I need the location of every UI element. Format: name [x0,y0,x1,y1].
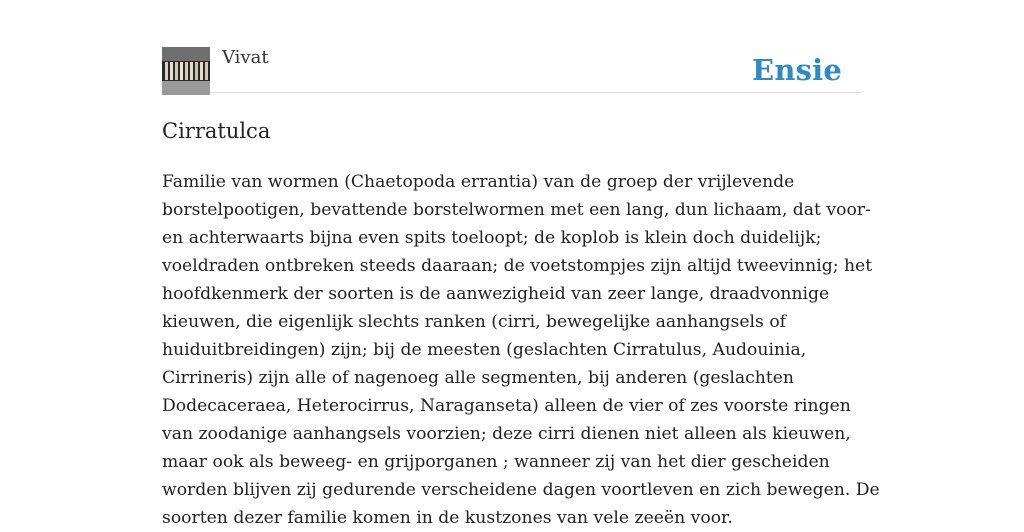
article-line: Cirrineris) zijn alle of nagenoeg alle segmenten, bij anderen (geslachten [162,368,795,388]
brand-logo[interactable]: Ensie [752,53,842,87]
article-body [162,168,880,532]
avatar[interactable] [162,47,210,95]
article-line: van zoodanige aanhangsels voorzien; deze cirri dienen niet alleen als kieuwen, [162,424,851,444]
article-line: hoofdkenmerk der soorten is de aanwezigheid van zeer lange, draadvonnige [162,284,830,304]
article-line: soorten dezer familie komen in de kustzones van vele zeeën voor. [162,508,733,528]
article-line: Dodecaceraea, Heterocirrus, Naraganseta) alleen de vier of zes voorste ringen [162,396,851,416]
article-line: huiduitbreidingen) zijn; bij de meesten (geslachten Cirratulus, Audouinia, [162,340,807,360]
book-spines-icon [162,47,210,95]
page-title: Cirratulca [162,119,271,143]
header [162,46,862,93]
article-line: worden blijven zij gedurende verscheidene dagen voortleven en zich bewegen. De [162,480,880,500]
article-line: kieuwen, die eigenlijk slechts ranken (cirri, bewegelijke aanhangsels of [162,312,787,332]
article-line: borstelpootigen, bevattende borstelwormen met een lang, dun lichaam, dat voor- [162,200,871,220]
article-line: maar ook als beweeg- en grijporganen ; wanneer zij van het dier gescheiden [162,452,830,472]
article-line: Familie van wormen (Chaetopoda errantia) van de groep der vrijlevende [162,172,795,192]
article-line: voeldraden ontbreken steeds daaraan; de voetstompjes zijn altijd tweevinnig; het [162,256,873,276]
source-name[interactable]: Vivat [222,47,269,68]
article-line: en achterwaarts bijna even spits toeloopt; de koplob is klein doch duidelijk; [162,228,822,248]
